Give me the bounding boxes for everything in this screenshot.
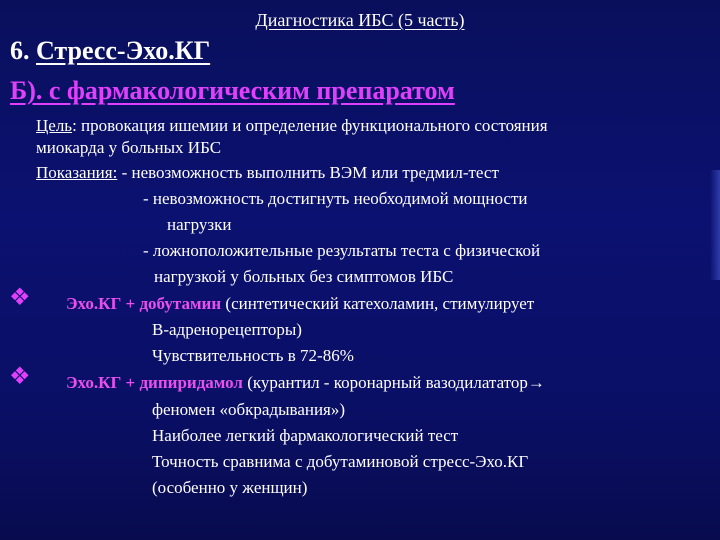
- indications-line-1: [36, 163, 499, 183]
- diamond-clover-bullet-icon: ❖: [9, 285, 31, 311]
- indications-item-3: - ложноположительные результаты теста с физической: [143, 241, 541, 260]
- bullet-2-line-5: (особенно у женщин): [152, 478, 308, 497]
- indications-label: Показания:: [36, 163, 118, 182]
- goal-line-1: [36, 116, 548, 136]
- bullet-2-line-4: Точность сравнима с добутаминовой стресс-Эхо.КГ: [152, 452, 529, 471]
- section-title: Стресс-Эхо.КГ: [36, 36, 211, 65]
- bullet-2-line-2: феномен «обкрадывания»): [152, 400, 346, 419]
- section-number: 6.: [10, 36, 36, 65]
- goal-line-2: миокарда у больных ИБС: [36, 138, 222, 157]
- indications-item-2-cont: нагрузки: [167, 215, 232, 234]
- goal-label: Цель: [36, 116, 73, 135]
- section-heading: [10, 36, 210, 66]
- slide-header: [0, 10, 720, 31]
- decorative-edge-glow: [710, 170, 720, 280]
- indications-dash: -: [117, 163, 132, 182]
- bullet-2-line-3: Наиболее легкий фармакологический тест: [152, 426, 459, 445]
- bullet-1-line-1: [66, 294, 534, 314]
- bullet-1-desc: (синтетический катехоламин, стимулирует: [221, 294, 535, 313]
- indications-item-1: невозможность выполнить ВЭМ или тредмил-тест: [131, 163, 499, 182]
- bullet-2-desc: (курантил - коронарный вазодилататор→: [242, 373, 545, 392]
- bullet-2-line-1: [66, 373, 545, 393]
- bullet-1-line-2: В-адренорецепторы): [152, 320, 302, 339]
- slide-header-text: Диагностика ИБС (5 часть): [255, 10, 465, 30]
- bullet-1-line-3: Чувствительность в 72-86%: [152, 346, 354, 365]
- indications-item-2: - невозможность достигнуть необходимой мощности: [143, 189, 528, 208]
- subsection-heading: Б). с фармакологическим препаратом: [10, 76, 455, 105]
- bullet-1-label: Эхо.КГ + добутамин: [66, 294, 222, 313]
- diamond-clover-bullet-icon: ❖: [9, 364, 31, 390]
- bullet-2-label: Эхо.КГ + дипиридамол: [66, 373, 243, 392]
- indications-item-3-cont: нагрузкой у больных без симптомов ИБС: [154, 267, 454, 286]
- goal-text: : провокация ишемии и определение функционального состояния: [72, 116, 548, 135]
